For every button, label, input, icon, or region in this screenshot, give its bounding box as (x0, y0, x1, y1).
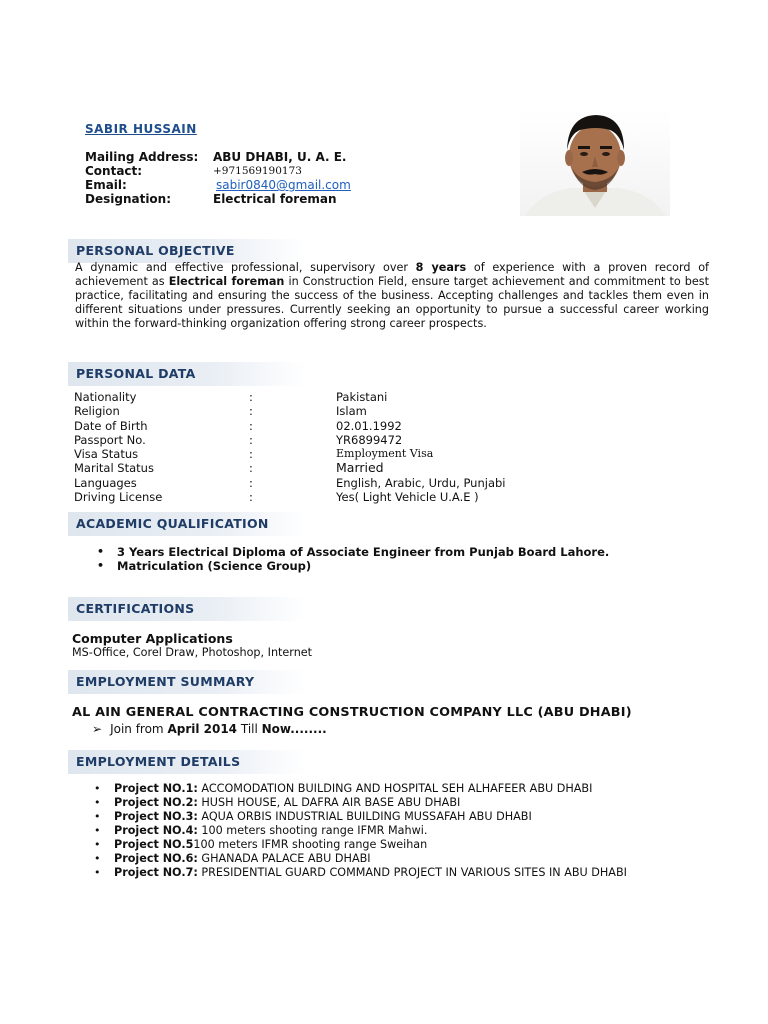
project-text: AQUA ORBIS INDUSTRIAL BUILDING MUSSAFAH ABU DHABI (197, 810, 532, 823)
project-label: Project NO.4: (114, 824, 198, 837)
join-text: Join from (110, 722, 168, 736)
personal-data-value: YR6899472 (336, 432, 403, 447)
personal-data-table (74, 390, 506, 504)
list-item (92, 796, 627, 810)
academic-list (95, 545, 609, 573)
bullet-icon: • (94, 852, 101, 865)
designation-row (85, 192, 351, 206)
colon: : (249, 475, 253, 490)
colon: : (249, 432, 253, 447)
project-text: GHANADA PALACE ABU DHABI (197, 852, 371, 865)
project-label: Project NO.6: (114, 852, 198, 865)
personal-data-label: Passport No. (74, 432, 146, 447)
section-heading-personal-data: PERSONAL DATA (68, 362, 306, 386)
personal-data-label: Languages (74, 475, 137, 490)
colon: : (249, 418, 253, 433)
project-label: Project NO.2: (114, 796, 198, 809)
objective-text-2: of experience with a proven record of achievement as (75, 261, 710, 288)
personal-data-value: Employment Visa (336, 447, 434, 461)
section-heading-personal-objective: PERSONAL OBJECTIVE (68, 239, 306, 263)
bullet-icon: • (94, 782, 101, 795)
section-heading-employment-summary: EMPLOYMENT SUMMARY (68, 670, 306, 694)
list-item (92, 838, 627, 852)
section-heading-certifications: CERTIFICATIONS (68, 597, 306, 621)
mailing-address-label: Mailing Address: (85, 150, 199, 164)
project-text: ACCOMODATION BUILDING AND HOSPITAL SEH ALHAFEER ABU DHABI (197, 782, 593, 795)
contact-row (85, 164, 351, 178)
objective-role: Electrical foreman (168, 275, 285, 288)
personal-data-value: Pakistani (336, 390, 388, 404)
personal-data-value: Islam (336, 404, 367, 419)
contact-label: Contact: (85, 164, 143, 178)
join-text: Till (237, 722, 262, 736)
join-line (92, 722, 327, 736)
email-label: Email: (85, 178, 127, 192)
project-list (92, 782, 627, 880)
colon: : (249, 390, 253, 404)
project-label: Project NO.1: (114, 782, 198, 795)
personal-data-label: Date of Birth (74, 418, 148, 433)
join-date: April 2014 (167, 722, 238, 736)
designation-value: Electrical foreman (213, 192, 337, 206)
objective-text-1: A dynamic and effective professional, supervisory over (75, 261, 416, 274)
contact-details (85, 150, 351, 206)
personal-data-row (74, 390, 506, 404)
personal-data-value: English, Arabic, Urdu, Punjabi (336, 475, 506, 490)
mailing-address-row (85, 150, 351, 164)
personal-data-value: Married (336, 460, 384, 476)
bullet-icon: • (94, 810, 101, 823)
project-text: HUSH HOUSE, AL DAFRA AIR BASE ABU DHABI (197, 796, 461, 809)
join-end: Now........ (261, 722, 327, 736)
project-text: 100 meters shooting range IFMR Mahwi. (197, 824, 428, 837)
contact-value: +971569190173 (213, 165, 302, 177)
company-name: AL AIN GENERAL CONTRACTING CONSTRUCTION COMPANY LLC (ABU DHABI) (72, 705, 632, 720)
personal-data-label: Marital Status (74, 461, 154, 476)
list-item (92, 852, 627, 866)
colon: : (249, 404, 253, 419)
bullet-icon: • (94, 796, 101, 809)
bullet-icon: • (94, 866, 101, 879)
candidate-name: SABIR HUSSAIN (85, 122, 197, 136)
project-label: Project NO.5 (114, 838, 194, 851)
personal-data-value: Yes( Light Vehicle U.A.E ) (336, 490, 479, 505)
colon: : (249, 461, 253, 476)
personal-data-row (74, 476, 506, 490)
designation-label: Designation: (85, 192, 172, 206)
list-item (92, 782, 627, 796)
bullet-icon: • (97, 559, 105, 572)
personal-data-row (74, 447, 506, 461)
personal-data-row (74, 461, 506, 475)
arrow-bullet-icon: ➢ (92, 722, 103, 736)
section-heading-employment-details: EMPLOYMENT DETAILS (68, 750, 306, 774)
section-heading-academic-qualification: ACADEMIC QUALIFICATION (68, 512, 306, 536)
colon: : (249, 447, 253, 462)
list-item (95, 545, 609, 559)
certification-text: MS-Office, Corel Draw, Photoshop, Internet (72, 646, 313, 659)
mailing-address-value: ABU DHABI, U. A. E. (213, 150, 347, 164)
personal-objective-text (75, 261, 709, 331)
list-item (95, 559, 609, 573)
personal-data-label: Nationality (74, 390, 137, 404)
project-text: 100 meters IFMR shooting range Sweihan (193, 838, 428, 851)
list-item (92, 824, 627, 838)
list-item (92, 866, 627, 880)
personal-data-label: Driving License (74, 490, 163, 505)
personal-data-row (74, 404, 506, 418)
personal-data-row (74, 419, 506, 433)
personal-data-label: Visa Status (74, 447, 139, 462)
email-row (85, 178, 351, 192)
personal-data-label: Religion (74, 404, 120, 419)
list-item (92, 810, 627, 824)
profile-photo (520, 110, 670, 216)
academic-item-text: Matriculation (Science Group) (117, 559, 312, 573)
bullet-icon: • (97, 545, 105, 558)
objective-years: 8 years (415, 261, 467, 274)
certification-title: Computer Applications (72, 631, 233, 646)
bullet-icon: • (94, 838, 101, 851)
personal-data-row (74, 433, 506, 447)
email-link[interactable]: sabir0840@gmail.com (216, 178, 351, 192)
colon: : (249, 490, 253, 505)
personal-data-row (74, 490, 506, 504)
personal-data-value: 02.01.1992 (336, 418, 402, 433)
objective-text-3: in Construction Field, ensure target achievement and commitment to best practice, facilitating and ensuring the success of the business. Accepting challenges and tackles them even in different situations under pressures. Currently seeking an opportunity to pursue a successful career working within the forward-thinking organization offering strong career prospects. (75, 275, 710, 330)
academic-item-text: 3 Years Electrical Diploma of Associate Engineer from Punjab Board Lahore. (117, 545, 610, 559)
project-label: Project NO.7: (114, 866, 198, 879)
project-label: Project NO.3: (114, 810, 198, 823)
project-text: PRESIDENTIAL GUARD COMMAND PROJECT IN VARIOUS SITES IN ABU DHABI (197, 866, 627, 879)
bullet-icon: • (94, 824, 101, 837)
